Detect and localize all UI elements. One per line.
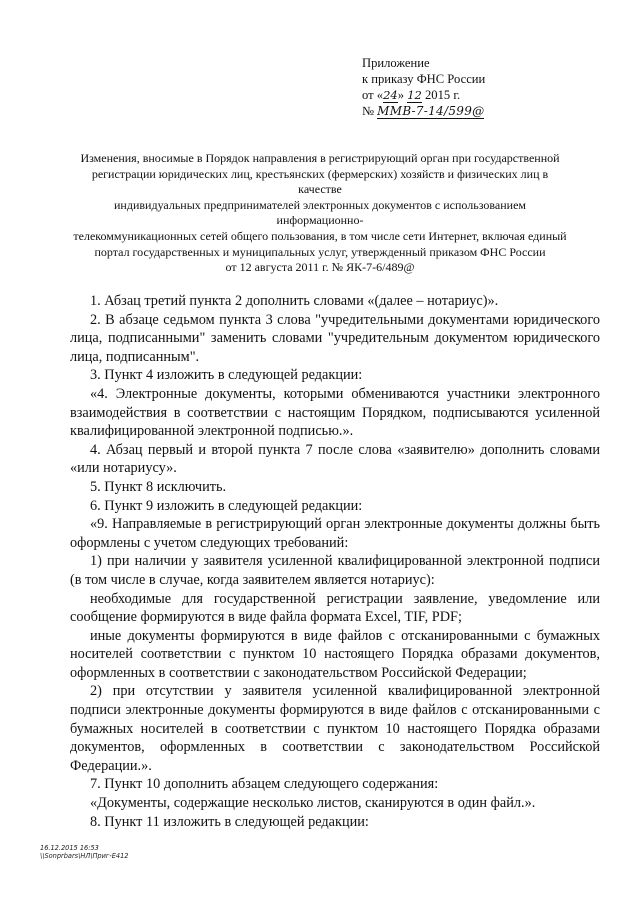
paragraph: 8. Пункт 11 изложить в следующей редакции: [90, 813, 369, 830]
paragraph: 2. В абзаце седьмом пункта 3 слова "учредительными документами юридического лица, подписанными" заменить словами "учредительным документом юридического лица, подписанным". [70, 311, 600, 365]
title-line: портал государственных и муниципальных услуг, утвержденный приказом ФНС России [94, 244, 546, 259]
paragraph: «Документы, содержащие несколько листов, сканируются в один файл.». [90, 795, 536, 812]
date-month: 12 [407, 88, 422, 102]
appendix-number [362, 103, 485, 119]
date-mid: » [397, 88, 408, 102]
paragraph: иные документы формируются в виде файлов с отсканированными с бумажных носителей соответствии с пунктом 10 настоящего Порядка образами документов, оформленных в соответствии с законодательством Российской Федерации; [70, 627, 600, 681]
appendix-date [362, 87, 485, 103]
number-prefix: № [362, 104, 378, 118]
appendix-order-ref: к приказу ФНС России [362, 72, 486, 86]
appendix-label: Приложение [362, 56, 430, 70]
paragraph: 4. Абзац первый и второй пункта 7 после слова «заявителю» дополнить словами «или нотариусу». [70, 441, 600, 477]
title-line: Изменения, вносимые в Порядок направления в регистрирующий орган при государственной [80, 151, 560, 165]
paragraph: 1) при наличии у заявителя усиленной квалифицированной электронной подписи (в том числе в случае, когда заявителем является нотариус): [70, 553, 600, 588]
paragraph: 7. Пункт 10 дополнить абзацем следующего содержания: [90, 776, 439, 793]
footer-timestamp: 16.12.2015 16:53 [40, 844, 99, 852]
paragraph: 1. Абзац третий пункта 2 дополнить словами «(далее – нотариус)». [90, 293, 499, 309]
paragraph: 3. Пункт 4 изложить в следующей редакции: [90, 367, 363, 384]
date-prefix: от « [362, 88, 384, 102]
date-day: 24 [383, 88, 398, 102]
paragraph: «9. Направляемые в регистрирующий орган электронные документы должны быть оформлены с учетом следующих требований: [70, 516, 600, 551]
document-body [70, 292, 600, 831]
title-line: телекоммуникационных сетей общего пользования, в том числе сети Интернет, включая единый [73, 228, 567, 243]
file-footer [40, 844, 129, 860]
paragraph: 6. Пункт 9 изложить в следующей редакции: [90, 497, 363, 514]
date-suffix: 2015 г. [421, 88, 461, 102]
title-line: от 12 августа 2011 г. № ЯК-7-6/489@ [225, 260, 415, 275]
document-title [70, 151, 570, 276]
paragraph: необходимые для государственной регистрации заявление, уведомление или сообщение формируются в виде файла формата Excel, TIF, PDF; [70, 590, 600, 626]
paragraph: «4. Электронные документы, которыми обмениваются участники электронного взаимодействия в соответствии с настоящим Порядком, подписываются усиленной квалифицированной электронной подписью.». [70, 385, 600, 440]
title-line: индивидуальных предпринимателей электронных документов с использованием информационно- [114, 197, 526, 228]
paragraph: 5. Пункт 8 исключить. [90, 478, 227, 495]
footer-path: \\Sonprbars\НЛ\Приг-Е412 [40, 852, 129, 860]
appendix-block [362, 55, 485, 119]
title-line: регистрации юридических лиц, крестьянских (фермерских) хозяйств и физических лиц в качестве [91, 166, 549, 197]
number-value: ММВ-7-14/599@ [377, 104, 485, 118]
paragraph: 2) при отсутствии у заявителя усиленной квалифицированной электронной подписи электронные документы формируются в виде файлов с отсканированными с бумажных носителей в соответствии с пунктом 10 настоящего Порядка образами документов, оформленных в соответствии с законодательством Российской Федерации.». [70, 683, 600, 774]
